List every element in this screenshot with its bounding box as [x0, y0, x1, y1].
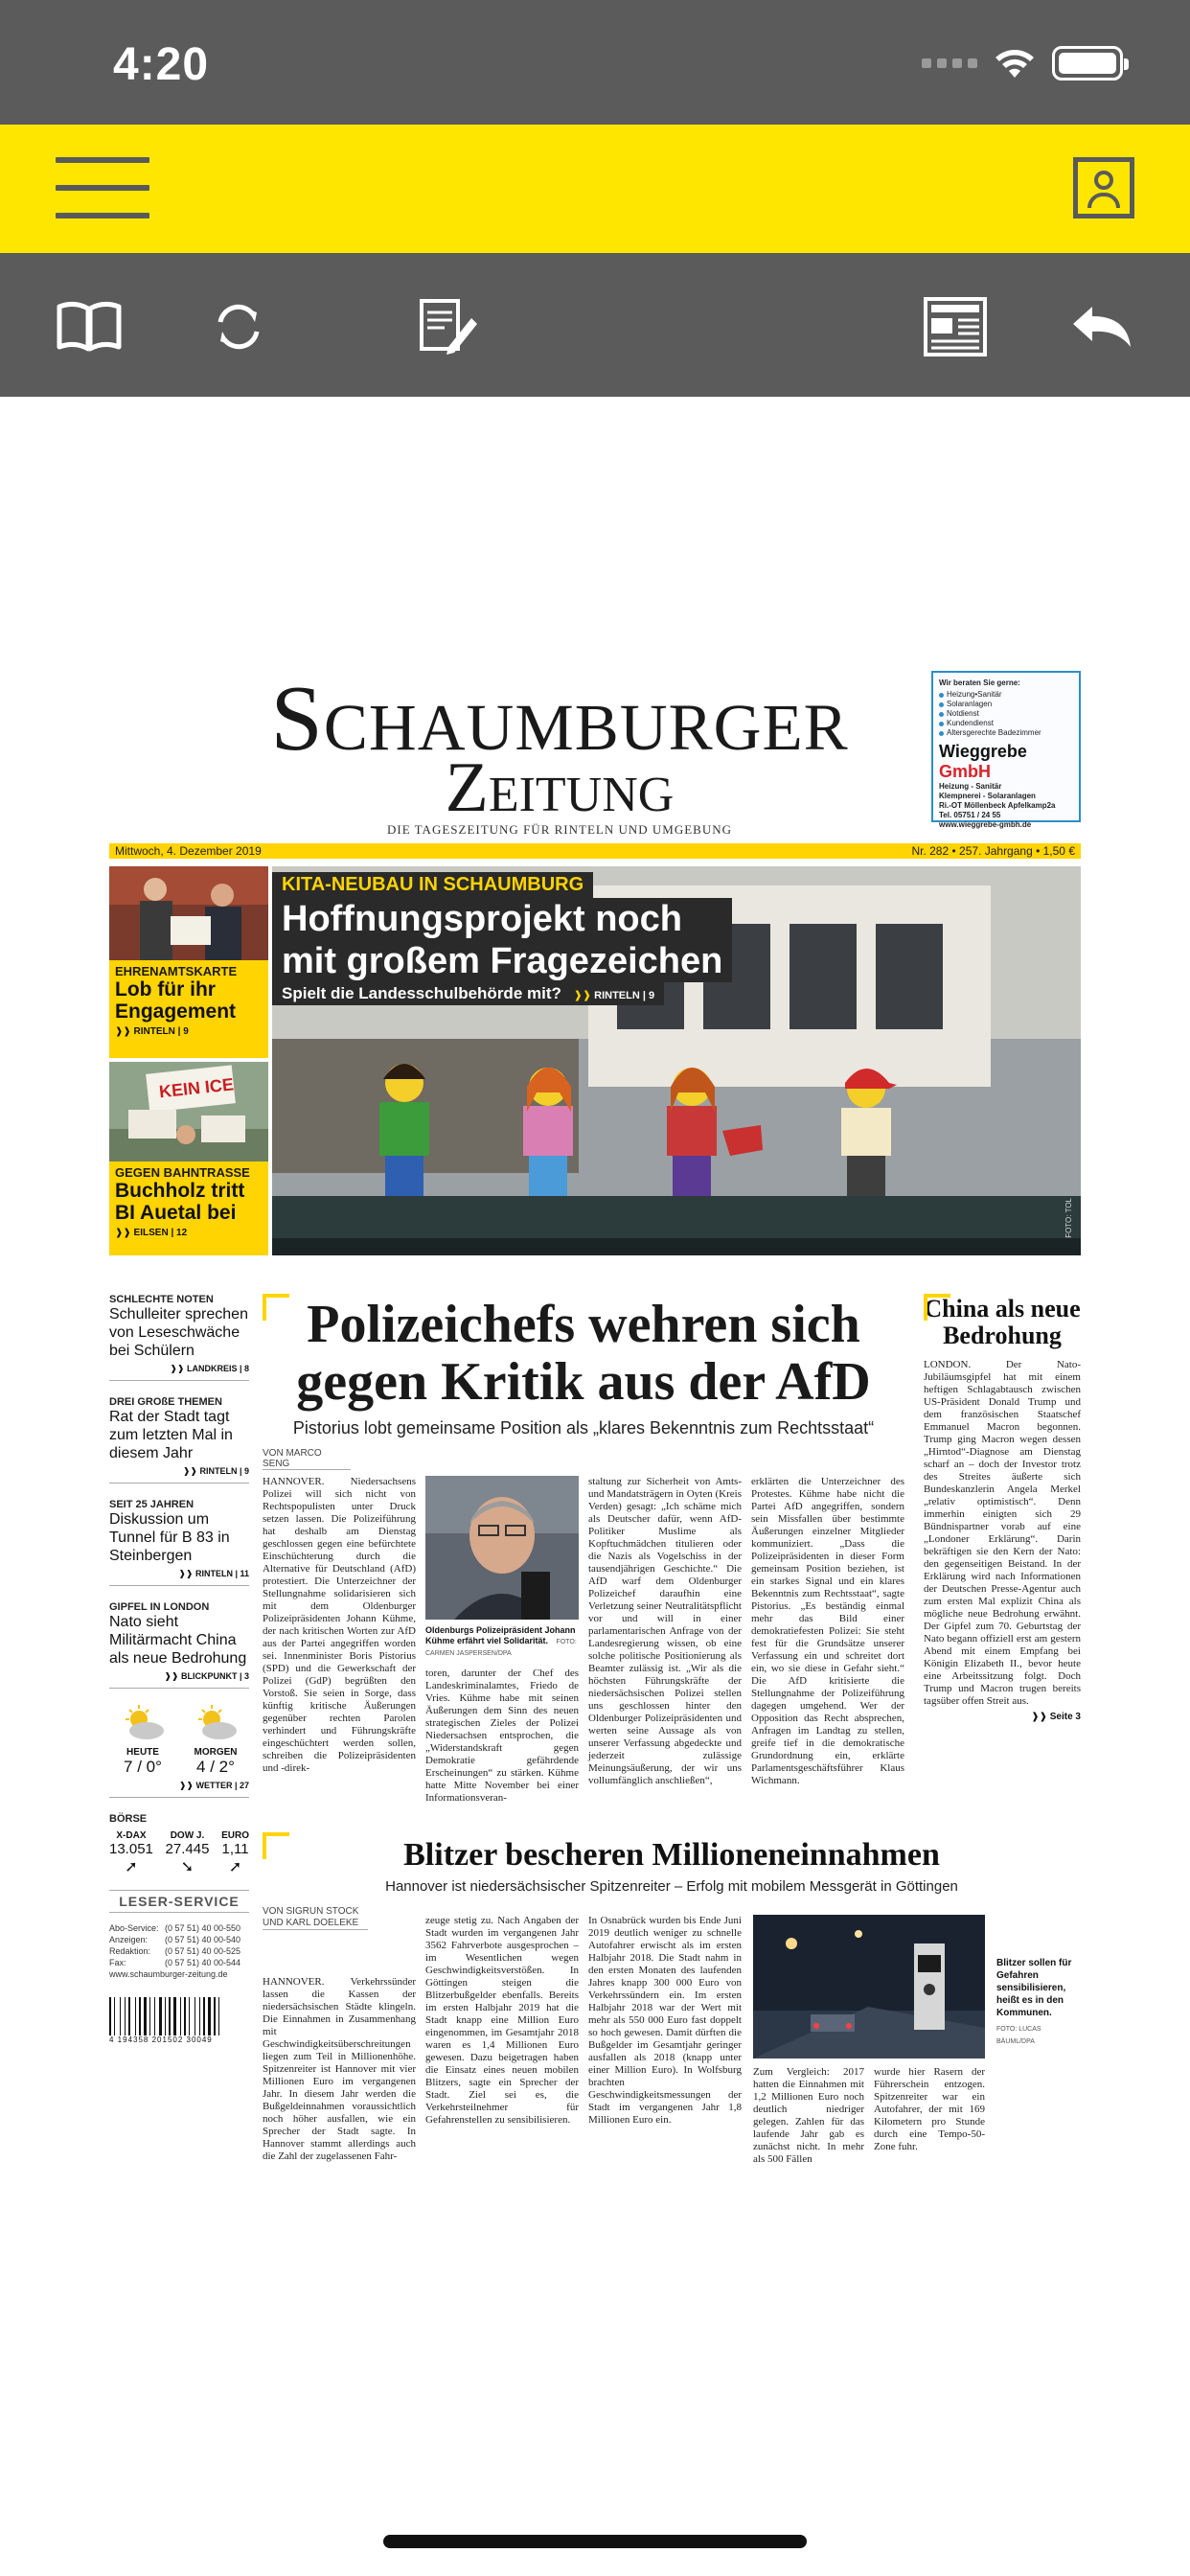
teaser-title: Lob für ihr Engagement [115, 978, 237, 1023]
weather-label: HEUTE [126, 1747, 159, 1758]
ad-line: Heizung - Sanitär [939, 782, 1002, 791]
stock-item [166, 1830, 210, 1876]
hero-ref: ❱❱ RINTELN | 9 [573, 990, 655, 1001]
profile-button[interactable] [1073, 157, 1134, 218]
user-icon [1094, 171, 1113, 190]
stock-value: 13.051 [109, 1841, 153, 1857]
barcode-bar [149, 1997, 150, 2036]
barcode-bar [142, 1997, 143, 2036]
barcode-bar [114, 1997, 115, 2036]
weather-tomorrow [182, 1704, 249, 1777]
index-item[interactable] [109, 1294, 249, 1381]
barcode-bar [131, 1997, 134, 2036]
side-body: LONDON. Der Nato-Jubiläumsgipfel hat mit einem heftigen Schlagabtausch zwischen US-Präsident Donald Trump und dem französischen Staatschef Emmanuel Macron begonnen. Trump ging Macron wegen dessen „Hirntod“-Diagnose am Dienstag scharf an – doch der Investor trotz des Streites äußerte sich Bundeskanzlerin Angela Merkel „relativ optimistisch“. Denn immerhin einigten sich 29 Bündnispartner vorab auf eine „Londoner Erklärung“. Darin bekräftigen sie den Kern der Nato: den gegenseitigen Beistand. In der Erklärung wird nach Informationen der Deutschen Presse-Agentur auch zum ersten Mal explizit China als mögliche neue Bedrohung erwähnt. Der Gipfel zum 70. Geburtstag der Nato begann offiziell erst am gestern Abend mit einem Empfang bei Königin Elizabeth II., bevor heute eine Arbeitssitzung folgt. Doch Trump und Macron trugen bereits tagsüber offen Streit aus. [924, 1359, 1081, 1707]
article-column: In Osnabrück wurden bis Ende Juni 2019 deutlich weniger zu schnelle Autofahrer erwischt als im ersten Halbjahr 2018. Die Stadt nahm in den ersten Monaten des laufenden Jahres knapp 300 000 Euro von Verkehrssündern ein. Im ersten Halbjahr 2018 war der Wert mit mehr als 550 000 Euro fast doppelt so hoch gewesen. Damit dürften die Bußgelder im Gesamtjahr geringer ausfallen als 2018 (knapp unter einer Million Euro). In Wolfsburg brachten Geschwindigkeitsmessungen der Stadt im vergangenen Jahr 1,8 Millionen Euro ein. [588, 1915, 742, 2126]
barcode-bar [151, 1997, 153, 2036]
sun-cloud-icon [191, 1704, 240, 1742]
article-column: HANNOVER. Verkehrssünder lassen die Kassen der niedersächsischen Städte klingeln. Die Einnahmen in Zusammenhang mit Geschwindigkeitsüberschreitungen liegen zum Teil in Millionenhöhe. Spitzenreiter ist Hannover mit vier Millionen Euro im vergangenen Jahr. In diesem Jahr werden die Bußgeldeinnahmen voraussichtlich noch höher ausfallen, wie ein Sprecher der Stadt sagte. In Hannover stammt allerdings auch die Zahl der zugelassenen Fahr- [263, 1976, 416, 2162]
advertisement[interactable] [931, 671, 1081, 829]
barcode-bar [122, 1997, 124, 2036]
status-bar [0, 0, 1190, 125]
barcode-bar [144, 1997, 147, 2036]
teaser-item[interactable] [109, 1062, 268, 1255]
teaser-column [109, 866, 268, 1255]
reader-toolbar [0, 253, 1190, 397]
side-story[interactable] [924, 1294, 1081, 1722]
barcode-bar [154, 1997, 155, 2036]
hero-subheadline [272, 982, 664, 1005]
ad-line: Tel. 05751 / 24 55 [939, 811, 1001, 819]
article-column: wurde hier Rasern der Führerschein entzogen. Spitzenreiter war ein Autofahrer, der mit 169 Kilometern pro Stunde durch eine Tempo-50-Zone fuhr. [874, 2066, 985, 2152]
side-headline: China als neue Bedrohung [924, 1295, 1081, 1349]
status-icons [922, 46, 1123, 80]
stock-name: DOW J. [170, 1830, 205, 1841]
wifi-icon [993, 47, 1037, 80]
barcode-number: 4 194358 201502 30049 [109, 2036, 213, 2044]
battery-icon [1052, 46, 1123, 80]
index-item[interactable] [109, 1396, 249, 1484]
book-button[interactable] [54, 291, 125, 362]
index-item[interactable] [109, 1499, 249, 1586]
service-row: Redaktion: (0 57 51) 40 00-525 [109, 1946, 241, 1956]
barcode-bar [196, 1997, 198, 2036]
index-kicker: DREI GROßE THEMEN [109, 1396, 222, 1408]
app-header [0, 125, 1190, 253]
article-column: erklärten die Unterzeichner des Protestes. Kühme habe nicht die Partei AfD angegriffen, sondern sein Missfallen über bestimmte Äußerungen einzelner Mitglieder kommuniziert. „Dass die Polizeipräsidenten in dieser Form gemeinsam Position beziehen, ist ein starkes Signal und ein klares Bekenntnis zum Rechtsstaat“, sagte Pistorius. „Es beständig einmal mehr das Bild einer demokratiefesten Polizei: Sie steht fest für die Grundsätze unserer Verfassung ein und schreitet dort ein, wo sie diese in Gefahr sieht.“ Die AfD kritisierte die Stellungnahme der Polizeiführung dagegen umgehend. Wer der Opposition das Recht absprechen, Anfragen im Landtag zu stellen, greife tief in die demokratische Grundordnung ein, erklärte Parlamentsgeschäftsführer Klaus Wichmann. [751, 1476, 904, 1786]
ad-heading: Wir beraten Sie gerne: [939, 678, 1020, 687]
barcode-bar [182, 1997, 183, 2036]
home-indicator[interactable] [383, 2535, 807, 2548]
hero-photo-credit: FOTO: TOL [1064, 1198, 1073, 1238]
status-time: 4:20 [113, 39, 210, 90]
byline: VON MARCO SENG [263, 1448, 351, 1470]
barcode-bar [156, 1997, 158, 2036]
index-kicker: GIPFEL IN LONDON [109, 1601, 210, 1613]
back-icon [1067, 291, 1138, 362]
hero-sub-text: Spielt die Landesschulbehörde mit? [282, 984, 561, 1002]
barcode-bar [112, 1997, 113, 2036]
menu-line-icon [56, 185, 149, 191]
ad-list-item: Solaranlagen [939, 700, 1073, 709]
book-icon [54, 291, 125, 362]
teaser-ref: ❱❱ EILSEN | 12 [115, 1228, 188, 1238]
index-ref: ❱❱ LANDKREIS | 8 [170, 1364, 249, 1373]
refresh-button[interactable] [203, 291, 274, 362]
barcode-bar [201, 1997, 202, 2036]
main-story[interactable] [263, 1294, 904, 1830]
barcode-bar [199, 1997, 200, 2036]
index-title: Schulleiter sprechen von Leseschwäche bei Schülern [109, 1306, 248, 1359]
barcode-bar [126, 1997, 127, 2036]
photo-credit: FOTO: CARMEN JASPERSEN/DPA [425, 1639, 577, 1657]
newspaper-icon [920, 291, 991, 362]
barcode-bar [208, 1997, 211, 2036]
main-subheadline: Pistorius lobt gemeinsame Position als „klares Bekenntnis zum Rechtsstaat“ [292, 1418, 875, 1438]
barcode-bar [206, 1997, 207, 2036]
ad-brand-name: Wieggrebe [939, 742, 1027, 761]
barcode-bar [214, 1997, 216, 2036]
ad-line: www.wieggrebe-gmbh.de [939, 820, 1032, 829]
newspaper-page[interactable] [109, 667, 1081, 2165]
index-kicker: SCHLECHTE NOTEN [109, 1294, 214, 1305]
stock-name: X-DAX [116, 1830, 147, 1841]
barcode-bar [148, 1997, 149, 2036]
masthead-title: Schaumburger [270, 667, 849, 770]
hero-story[interactable] [272, 866, 1081, 1255]
barcode-bar [189, 1997, 190, 2036]
hero-headline-line: Hoffnungsprojekt noch [282, 899, 682, 939]
barcode-bar [125, 1997, 126, 2036]
menu-line-icon [56, 157, 149, 163]
sun-cloud-icon [118, 1704, 168, 1742]
index-item[interactable] [109, 1601, 249, 1689]
barcode-bar [203, 1997, 205, 2036]
teaser-kicker: GEGEN BAHNTRASSE [115, 1165, 250, 1180]
edit-button[interactable] [412, 291, 483, 362]
barcode-bar [218, 1997, 219, 2036]
index-title: Rat der Stadt tagt zum letzten Mal in diesem Jahr [109, 1409, 233, 1461]
barcode-bar [191, 1997, 194, 2036]
barcode-bar [165, 1997, 166, 2036]
service-row: Abo-Service: (0 57 51) 40 00-550 [109, 1923, 241, 1933]
menu-line-icon [56, 213, 149, 218]
weather-ref: ❱❱ WETTER | 27 [178, 1781, 249, 1790]
edit-icon [412, 291, 483, 362]
second-headline: Blitzer bescheren Millioneneinnahmen [403, 1837, 940, 1873]
photo-caption: Oldenburgs Polizeipräsident Johann Kühme erfährt viel Solidarität. FOTO: CARMEN JASPERSEN/DPA [425, 1625, 577, 1657]
barcode-bar [167, 1997, 168, 2036]
barcode-bar [163, 1997, 164, 2036]
hero-kicker: KITA-NEUBAU IN SCHAUMBURG [272, 872, 593, 898]
hero-headline [272, 898, 732, 982]
stock-item [221, 1830, 249, 1876]
article-column: staltung zur Sicherheit von Amts- und Mandatsträgern in Oyten (Kreis Verden) gesagt: „Ich schäme mich als Deutscher dafür, wenn AfD-Politiker Muslime als Kopftuchmädchen titulieren oder die Nazis als Vogelschiss in der tausendjährigen Geschichte.“ Die AfD warf dem Oldenburger Polizeichef daraufhin eine Verletzung seiner Neutralitätspflicht vor und will in einer parlamentarischen Anfrage von der Landesregierung wissen, ob eine solche politische Positionierung als Beamter zulässig ist. „Wir als die höchsten Führungskräfte der niedersächsischen Polizei stellen uns geschlossen hinter den Oldenburger Polizeipräsidenten und werten seine Aussage als von unserer Verfassung abgedeckte und jederzeit zulässige Meinungsäußerung, der wir uns vollumfänglich anschließen“, [588, 1476, 742, 1786]
arrow-up-icon: ➚ [228, 1859, 242, 1875]
ad-brand-suffix: GmbH [939, 762, 991, 781]
news-index [109, 1294, 249, 2044]
teaser-photo [109, 866, 268, 960]
hero-headline-line: mit großem Fragezeichen [282, 941, 723, 981]
barcode-bar [212, 1997, 213, 2036]
barcode-bar [187, 1997, 188, 2036]
reader-service [109, 1922, 249, 1980]
barcode-bar [137, 1997, 138, 2036]
ad-list [939, 690, 1073, 738]
ad-line: Klempnerei - Solaranlagen [939, 792, 1036, 800]
stock-name: EURO [221, 1830, 249, 1841]
barcode-bar [120, 1997, 121, 2036]
index-title: Nato sieht Militärmacht China als neue Bedrohung [109, 1614, 247, 1667]
speed-camera-photo [753, 1915, 985, 2058]
index-kicker: SEIT 25 JAHREN [109, 1499, 195, 1510]
weather-label: MORGEN [194, 1747, 238, 1758]
index-ref: ❱❱ RINTELN | 11 [178, 1569, 249, 1578]
stock-box [109, 1813, 249, 1876]
barcode-bar [135, 1997, 136, 2036]
masthead-tagline: DIE TAGESZEITUNG FÜR RINTELN UND UMGEBUNG [386, 822, 732, 837]
ad-list-item: Notdienst [939, 709, 1073, 719]
barcode-bar [139, 1997, 141, 2036]
stock-value: 1,11 [221, 1841, 249, 1857]
weather-temp: 7 / 0° [124, 1758, 162, 1776]
teaser-item[interactable] [109, 866, 268, 1058]
teaser-kicker: EHRENAMTSKARTE [115, 964, 238, 978]
service-row: Fax: (0 57 51) 40 00-544 [109, 1958, 241, 1967]
weather-today [109, 1704, 176, 1777]
index-ref: ❱❱ RINTELN | 9 [182, 1466, 249, 1476]
ad-list-item: Heizung•Sanitär [939, 690, 1073, 700]
second-story[interactable] [263, 1832, 1081, 2165]
refresh-icon [203, 291, 274, 362]
barcode-bar [116, 1997, 119, 2036]
teaser-title: Buchholz tritt BI Auetal bei [115, 1180, 245, 1224]
barcode-bar [184, 1997, 186, 2036]
masthead-subtitle: Zeitung [445, 748, 675, 827]
barcode-bar [180, 1997, 181, 2036]
teaser-ref: ❱❱ RINTELN | 9 [115, 1026, 189, 1037]
article-column: toren, darunter der Chef des Landeskriminalamtes, Friedo de Vries. Kühme habe mit seinen Äußerungen dem Sinn des neuen strategischen Zieles der Polizei Niedersachsen entsprochen, die „Widerstandskraft gegen Demokratie gefährdende Erscheinungen“ zu stärken. Kühme hatte Mitte November bei einer Informationsveran- [425, 1668, 579, 1804]
corner-mark [924, 1294, 950, 1321]
ad-list-item: Kundendienst [939, 719, 1073, 728]
article-column: HANNOVER. Niedersachsens Polizei will sich nicht von Rechtspopulisten unter Druck setzen lassen. Die Polizeiführung hat deshalb am Dienstag geschlossen gegen eine befürchtete Einschüchterung durch die Alternative für Deutschland (AfD) protestiert. Die Unterzeichner der Stellungnahme solidarisieren sich mit dem Oldenburger Polizeipräsidenten Johann Kühme, der nach kritischen Worten zur AfD aus der Partei angegriffen worden sei. Innenminister Boris Pistorius (SPD) und die Gewerkschaft der Polizei (GdP) begrüßten den Vorstoß. Sie seien in Sorge, dass künftig kritische Äußerungen gegenüber rechten Parolen verhindert und Führungskräfte eingeschüchtert werden sollen, schreiben die Polizeipräsidenten und -direk- [263, 1476, 416, 1774]
barcode [109, 1991, 249, 2036]
svg-text:KEIN ICE: KEIN ICE [158, 1074, 235, 1102]
service-row: Anzeigen: (0 57 51) 40 00-540 [109, 1935, 241, 1944]
arrow-up-icon: ➚ [125, 1859, 138, 1875]
barcode-bar [128, 1997, 130, 2036]
barcode-bar [220, 1997, 222, 2036]
photo-caption: Blitzer sollen für Gefahren sensibilisieren, heißt es in den Kommunen. FOTO: LUCAS BÄUML/DPA [996, 1957, 1081, 2048]
weather-box[interactable] [109, 1704, 249, 1798]
ad-brand [939, 742, 1073, 782]
reader-service-title: LESER-SERVICE [109, 1890, 249, 1913]
corner-mark [263, 1294, 289, 1321]
hero-caption [272, 872, 732, 1005]
barcode-bar [109, 1997, 111, 2036]
weather-temp: 4 / 2° [196, 1758, 235, 1776]
article-body [263, 1476, 904, 1830]
dateline [109, 843, 1081, 859]
article-column: Zum Vergleich: 2017 hatten die Einnahmen mit 1,2 Millionen Euro noch deutlich niedriger gelegen. Zahlen für das laufende Jahr gab es zunächst nicht. In mehr als 500 Fällen [753, 2066, 864, 2165]
masthead [109, 667, 1081, 843]
article-column: zeuge stetig zu. Nach Angaben der Stadt wurden im vergangenen Jahr 3562 Fahrverbote ausgesprochen – im Wesentlichen wegen Geschwindigkeitsverstößen. In Göttingen steigen die Blitzerbußgelder ebenfalls. Bereits im ersten Halbjahr 2019 hat die Stadt knapp eine Million Euro eingenommen, im Gesamtjahr 2018 waren es 1,4 Millionen Euro gewesen. Dazu beigetragen haben die Einsatz eines neuen mobilen Blitzers, sagte ein Sprecher der Stadt. Ziel sei es, die Verkehrsteilnehmer für Gefahrenstellen zu sensibilisieren. [425, 1915, 579, 2126]
stock-item [109, 1830, 153, 1876]
corner-mark [263, 1832, 289, 1859]
side-ref: ❱❱ Seite 3 [1031, 1712, 1081, 1722]
issue-date: Mittwoch, 4. Dezember 2019 [115, 844, 262, 858]
index-ref: ❱❱ BLICKPUNKT | 3 [164, 1671, 249, 1681]
back-button[interactable] [1067, 291, 1138, 362]
stock-value: 27.445 [165, 1841, 210, 1857]
page-overview-button[interactable] [920, 291, 991, 362]
main-headline: Polizeichefs wehren sich gegen Kritik aus der AfD [296, 1295, 871, 1412]
photo-credit: FOTO: LUCAS BÄUML/DPA [996, 2026, 1041, 2045]
arrow-down-icon: ➘ [180, 1859, 195, 1875]
ad-line: Ri.-OT Möllenbeck Apfelkamp2a [939, 801, 1056, 810]
second-subheadline: Hannover ist niedersächsischer Spitzenreiter – Erfolg mit mobilem Messgerät in Göttingen [385, 1878, 958, 1895]
barcode-bar [173, 1997, 176, 2036]
issue-number: Nr. 282 • 257. Jahrgang • 1,50 € [911, 844, 1075, 858]
barcode-bar [169, 1997, 171, 2036]
ad-list-item: Altersgerechte Badezimmer [939, 728, 1073, 738]
teaser-photo [109, 1062, 268, 1162]
service-url: www.schaumburger-zeitung.de [109, 1969, 228, 1979]
index-title: Diskussion um Tunnel für B 83 in Steinbergen [109, 1511, 230, 1564]
signal-icon [922, 58, 977, 68]
barcode-bar [159, 1997, 162, 2036]
barcode-bar [177, 1997, 179, 2036]
menu-button[interactable] [56, 157, 149, 218]
stock-label: BÖRSE [109, 1813, 148, 1825]
article-photo [425, 1476, 579, 1620]
byline: VON SIGRUN STOCK UND KARL DOELEKE [263, 1906, 368, 1930]
